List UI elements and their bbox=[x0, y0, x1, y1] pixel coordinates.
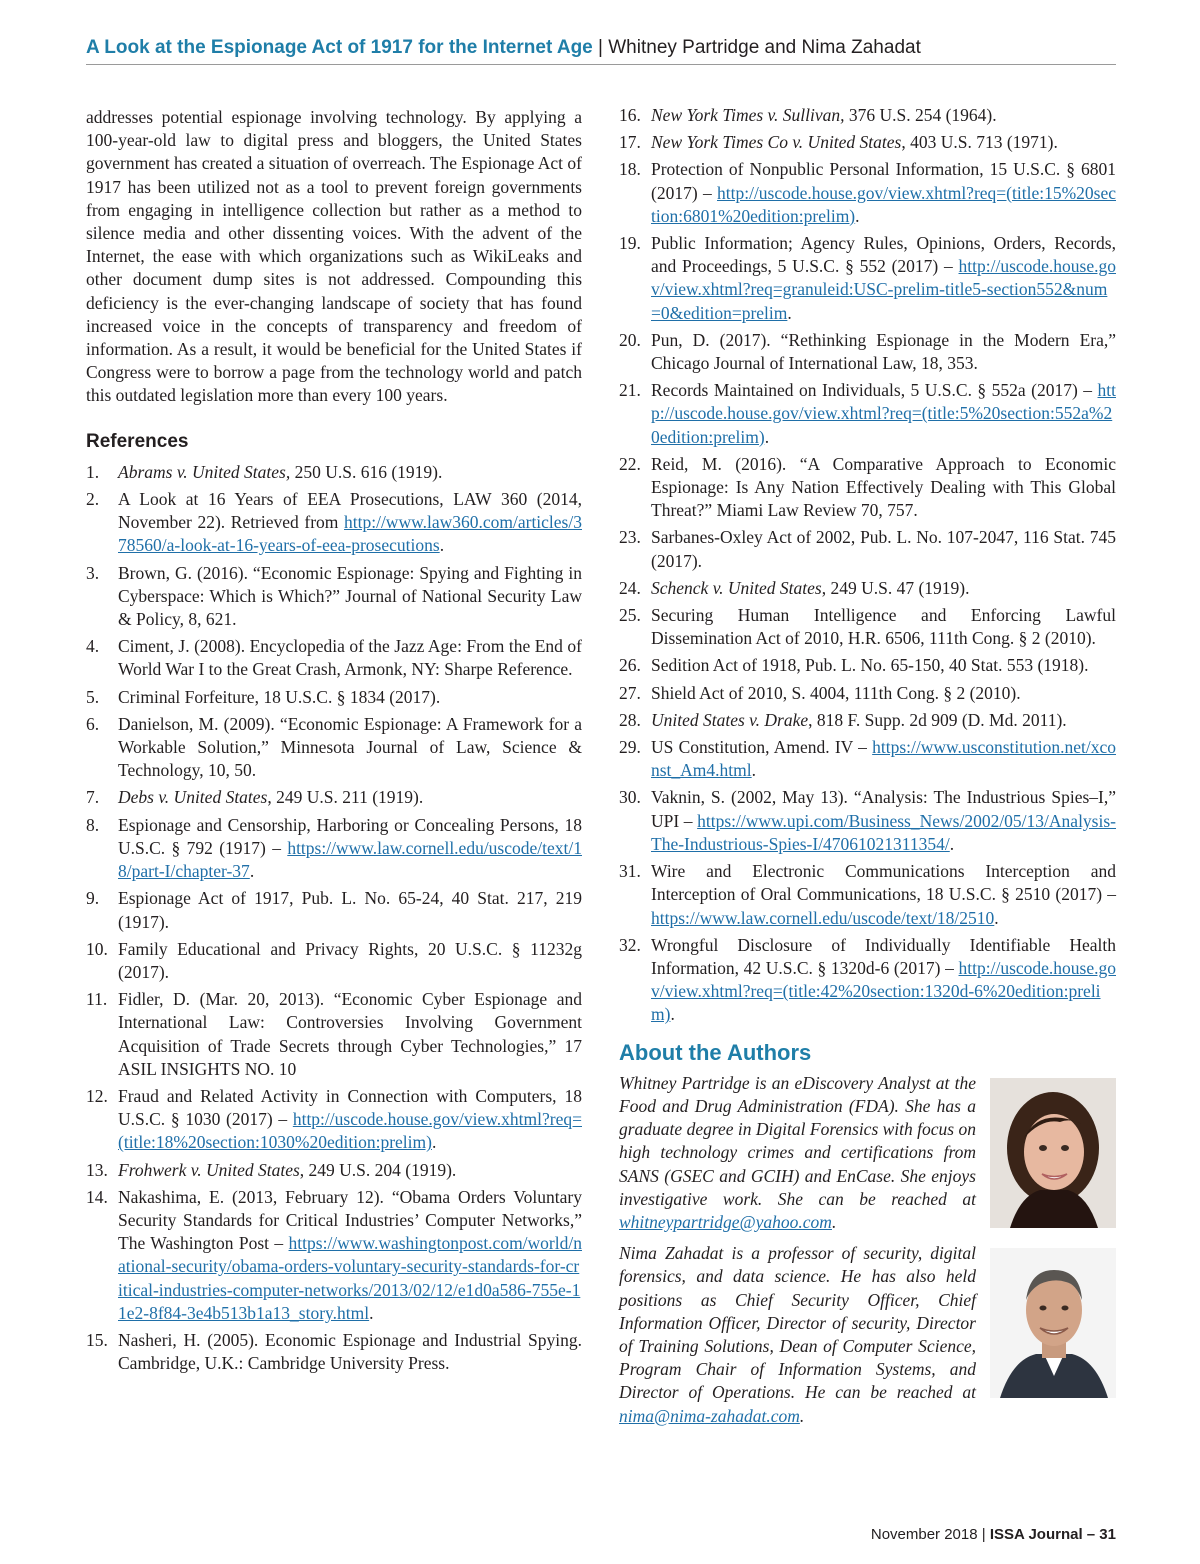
reference-text: , 818 F. Supp. 2d 909 (D. Md. 2011). bbox=[808, 709, 1067, 730]
reference-link[interactable]: https://www.washingtonpost.com/world/national-security/obama-orders-voluntary-security-standards-for-critical-industries-computer-networks/2013/02/12/e1d0a586-755e-11e2-8f84-3e4b513b1a13_story.html bbox=[118, 1233, 582, 1323]
reference-link[interactable]: http://uscode.house.gov/view.xhtml?req=(title:5%20section:552a%20edition:prelim) bbox=[651, 380, 1116, 447]
footer-journal: ISSA Journal – 31 bbox=[989, 1526, 1116, 1543]
author-bio-partridge: Whitney Partridge is an eDiscovery Analyst at the Food and Drug Administration (FDA). She has a graduate degree in Digital Forensics with focus on high technology crimes and certifications from SANS (GSEC and GCIH) and EnCase. She enjoys investigative work. She can be reached at whitneypartridge@yahoo.com. bbox=[619, 1072, 1116, 1234]
reference-link[interactable]: https://www.law.cornell.edu/uscode/text/18/part-I/chapter-37 bbox=[118, 837, 582, 882]
reference-number: 19. bbox=[619, 233, 641, 254]
reference-text: , 403 U.S. 713 (1971). bbox=[901, 132, 1058, 153]
reference-number: 18. bbox=[619, 159, 641, 180]
reference-text: Fidler, D. (Mar. 20, 2013). “Economic Cyber Espionage and International Law: Controversies Involving Government Acquisition of Trade Secrets through Cyber Technologies,” 17 ASIL INSIGHTS NO. 10 bbox=[118, 989, 582, 1079]
reference-item bbox=[619, 709, 1116, 732]
reference-number: 2. bbox=[86, 489, 100, 510]
reference-case-title: New York Times v. Sullivan, bbox=[651, 105, 845, 125]
reference-number: 14. bbox=[86, 1186, 108, 1207]
reference-text: Records Maintained on Individuals, 5 U.S.C. § 552a (2017) – bbox=[651, 380, 1098, 401]
reference-number: 6. bbox=[86, 713, 100, 734]
reference-text: A Look at 16 Years of EEA Prosecutions, LAW 360 (2014, November 22). Retrieved from bbox=[118, 489, 582, 533]
reference-text: Fraud and Related Activity in Connection with Computers, 18 U.S.C. § 1030 (2017) – bbox=[118, 1085, 582, 1130]
reference-item bbox=[86, 461, 582, 484]
reference-text: Danielson, M. (2009). “Economic Espionage: A Framework for a Workable Solution,” Minnesota Journal of Law, Science & Technology, 10, 50. bbox=[118, 713, 582, 781]
reference-text: Reid, M. (2016). “A Comparative Approach to Economic Espionage: Is Any Nation Effectively Dealing with This Global Threat?” Miami Law Review 70, 757. bbox=[651, 453, 1116, 521]
reference-text: , 249 U.S. 211 (1919). bbox=[267, 787, 424, 808]
reference-number: 4. bbox=[86, 636, 100, 657]
reference-item: 29. US Constitution, Amend. IV – https://www.usconstitution.net/xconst_Am4.html. bbox=[619, 737, 1116, 781]
reference-item: 21. Records Maintained on Individuals, 5 U.S.C. § 552a (2017) – http://uscode.house.gov/view.xhtml?req=(title:5%20section:552a%20edition:prelim). bbox=[619, 380, 1116, 447]
reference-item bbox=[86, 786, 582, 809]
reference-text: 250 U.S. 616 (1919). bbox=[290, 461, 443, 482]
reference-item: 31. Wire and Electronic Communications Interception and Interception of Oral Communications, 18 U.S.C. § 2510 (2017) – https://www.law.cornell.edu/uscode/text/18/2510. bbox=[619, 861, 1116, 928]
reference-text: Wrongful Disclosure of Individually Identifiable Health Information, 42 U.S.C. § 1320d-6 (2017) – bbox=[651, 934, 1116, 978]
left-column bbox=[86, 106, 582, 1379]
reference-text: , 249 U.S. 204 (1919). bbox=[299, 1159, 457, 1180]
right-column bbox=[619, 104, 1116, 1436]
reference-number: 12. bbox=[86, 1085, 108, 1106]
reference-number: 8. bbox=[86, 814, 100, 835]
reference-case-title: Schenck v. United States bbox=[651, 577, 822, 598]
reference-link[interactable]: http://uscode.house.gov/view.xhtml?req=granuleid:USC-prelim-title5-section552&num=0&edition=prelim bbox=[651, 256, 1116, 323]
reference-number: 1. bbox=[86, 461, 100, 482]
reference-text: Pun, D. (2017). “Rethinking Espionage in the Modern Era,” Chicago Journal of International Law, 18, 353. bbox=[651, 329, 1116, 374]
reference-text: Securing Human Intelligence and Enforcing Lawful Dissemination Act of 2010, H.R. 6506, 111th Cong. § 2 (2010). bbox=[651, 605, 1116, 649]
reference-item: 2. A Look at 16 Years of EEA Prosecutions, LAW 360 (2014, November 22). Retrieved from http://www.law360.com/articles/378560/a-look-at-16-years-of-eea-prosecutions. bbox=[86, 489, 582, 556]
footer-separator: | bbox=[977, 1526, 990, 1543]
reference-number: 10. bbox=[86, 938, 108, 959]
author-bio-text: Nima Zahadat is a professor of security, digital forensics, and data science. He has also held positions as Chief Security Officer, Chief Information Officer, Director of security, Director of Training Solutions, Dean of Computer Science, Program Chair of Information Systems, and Director of Operations. He can be reached at bbox=[619, 1243, 976, 1403]
reference-number: 28. bbox=[619, 709, 641, 730]
reference-link[interactable]: https://www.usconstitution.net/xconst_Am4.html bbox=[651, 737, 1116, 781]
references-list-right bbox=[619, 104, 1116, 1027]
reference-text: Brown, G. (2016). “Economic Espionage: Spying and Fighting in Cyberspace: Which is Which?” Journal of National Security Law & Policy, 8, 621. bbox=[118, 562, 582, 630]
reference-item bbox=[619, 577, 1116, 600]
reference-item bbox=[86, 988, 582, 1081]
reference-item: 32. Wrongful Disclosure of Individually Identifiable Health Information, 42 U.S.C. § 1320d-6 (2017) – http://uscode.house.gov/view.xhtml?req=(title:42%20section:1320d-6%20edition:prelim). bbox=[619, 934, 1116, 1025]
reference-text: US Constitution, Amend. IV – bbox=[651, 737, 873, 758]
author-email-link[interactable]: whitneypartridge@yahoo.com bbox=[619, 1211, 832, 1232]
reference-text: Nakashima, E. (2013, February 12). “Obama Orders Voluntary Security Standards for Critical Industries’ Computer Networks,” The Washington Post – bbox=[118, 1186, 582, 1254]
reference-link[interactable]: http://uscode.house.gov/view.xhtml?req=(title:15%20section:6801%20edition:prelim) bbox=[651, 182, 1116, 226]
reference-item: 12. Fraud and Related Activity in Connection with Computers, 18 U.S.C. § 1030 (2017) – http://uscode.house.gov/view.xhtml?req=(title:18%20section:1030%20edition:prelim). bbox=[86, 1085, 582, 1153]
reference-text: Ciment, J. (2008). Encyclopedia of the Jazz Age: From the End of World War I to the Great Crash, Armonk, NY: Sharpe Reference. bbox=[118, 636, 582, 680]
reference-case-title: Frohwerk v. United States bbox=[118, 1159, 300, 1180]
reference-number: 24. bbox=[619, 577, 641, 598]
header-divider bbox=[86, 64, 1116, 65]
reference-link[interactable]: https://www.law.cornell.edu/uscode/text/18/2510 bbox=[651, 907, 995, 928]
page-footer bbox=[871, 1526, 1116, 1543]
reference-number: 5. bbox=[86, 686, 100, 707]
reference-case-title: Debs v. United States bbox=[118, 787, 268, 808]
reference-number: 29. bbox=[619, 737, 641, 758]
reference-case-title: United States v. Drake bbox=[651, 709, 809, 730]
reference-item bbox=[86, 1329, 582, 1375]
reference-item: 8. Espionage and Censorship, Harboring or Concealing Persons, 18 U.S.C. § 792 (1917) – https://www.law.cornell.edu/uscode/text/18/part-I/chapter-37. bbox=[86, 814, 582, 882]
reference-number: 13. bbox=[86, 1159, 108, 1180]
reference-text: Family Educational and Privacy Rights, 20 U.S.C. § 11232g (2017). bbox=[118, 938, 582, 982]
header-authors: Whitney Partridge and Nima Zahadat bbox=[608, 37, 921, 58]
reference-text: Protection of Nonpublic Personal Information, 15 U.S.C. § 6801 (2017) – bbox=[651, 159, 1116, 203]
header-separator: | bbox=[592, 37, 609, 58]
reference-number: 15. bbox=[86, 1329, 108, 1350]
woman-portrait-photo bbox=[990, 1078, 1116, 1228]
reference-item: 14. Nakashima, E. (2013, February 12). “Obama Orders Voluntary Security Standards for Critical Industries’ Computer Networks,” The Washington Post – https://www.washingtonpost.com/world/national-security/obama-orders-voluntary-security-standards-for-critical-industries-computer-networks/2013/02/12/e1d0a586-755e-11e2-8f84-3e4b513b1a13_story.html. bbox=[86, 1186, 582, 1323]
reference-text: Espionage Act of 1917, Pub. L. No. 65-24, 40 Stat. 217, 219 (1917). bbox=[118, 888, 582, 932]
reference-number: 17. bbox=[619, 132, 641, 153]
reference-text: Vaknin, S. (2002, May 13). “Analysis: The Industrious Spies–I,” UPI – bbox=[651, 787, 1116, 831]
reference-text: Espionage and Censorship, Harboring or Concealing Persons, 18 U.S.C. § 792 (1917) – bbox=[118, 814, 582, 858]
reference-item bbox=[86, 562, 582, 632]
reference-case-title: New York Times Co v. United States bbox=[651, 132, 902, 153]
reference-number: 21. bbox=[619, 380, 641, 401]
reference-text: , 249 U.S. 47 (1919). bbox=[821, 577, 970, 598]
reference-number: 11. bbox=[86, 989, 108, 1010]
reference-link[interactable]: http://uscode.house.gov/view.xhtml?req=(title:18%20section:1030%20edition:prelim) bbox=[118, 1109, 582, 1153]
reference-text: Nasheri, H. (2005). Economic Espionage and Industrial Spying. Cambridge, U.K.: Cambridge University Press. bbox=[118, 1329, 582, 1374]
reference-number: 25. bbox=[619, 605, 641, 626]
reference-item bbox=[86, 686, 582, 709]
reference-item bbox=[86, 1159, 582, 1182]
author-email-link[interactable]: nima@nima-zahadat.com bbox=[619, 1405, 800, 1426]
reference-text: Sarbanes-Oxley Act of 2002, Pub. L. No. 107-2047, 116 Stat. 745 (2017). bbox=[651, 527, 1116, 571]
reference-text: Criminal Forfeiture, 18 U.S.C. § 1834 (2017). bbox=[118, 686, 441, 707]
reference-number: 30. bbox=[619, 787, 641, 808]
author-bio-zahadat: Nima Zahadat is a professor of security, digital forensics, and data science. He has also held positions as Chief Security Officer, Chief Information Officer, Director of security, Director of Training Solutions, Dean of Computer Science, Program Chair of Information Systems, and Director of Operations. He can be reached at nima@nima-zahadat.com. bbox=[619, 1242, 1116, 1428]
reference-item bbox=[86, 938, 582, 984]
references-list-left bbox=[86, 461, 582, 1376]
reference-text: Shield Act of 2010, S. 4004, 111th Cong. § 2 (2010). bbox=[651, 682, 1021, 703]
reference-number: 22. bbox=[619, 453, 641, 474]
reference-number: 23. bbox=[619, 527, 641, 548]
reference-item bbox=[619, 453, 1116, 523]
reference-item bbox=[619, 104, 1116, 127]
reference-number: 16. bbox=[619, 105, 641, 125]
man-portrait-photo bbox=[990, 1248, 1116, 1398]
intro-paragraph: addresses potential espionage involving technology. By applying a 100-year-old law to digital press and bloggers, the United States government has created a situation of overreach. The Espionage Act of 1917 has been utilized not as a tool to prevent foreign governments from engaging in intelligence collection but rather as a method to silence media and other dissenting voices. With the advent of the Internet, the ease with which organizations such as WikiLeaks and other document dump sites is not addressed. Compounding this deficiency is the ever-changing landscape of society that has found increased voice in the concepts of transparency and freedom of information. As a result, it would be beneficial for the United States if Congress were to borrow a page from the technology world and patch this outdated legislation more than every 100 years. bbox=[86, 107, 582, 406]
reference-item bbox=[619, 654, 1116, 677]
running-header bbox=[86, 36, 1116, 60]
reference-text: Sedition Act of 1918, Pub. L. No. 65-150, 40 Stat. 553 (1918). bbox=[651, 655, 1089, 676]
reference-item: 30. Vaknin, S. (2002, May 13). “Analysis: The Industrious Spies–I,” UPI – https://www.upi.com/Business_News/2002/05/13/Analysis-The-Industrious-Spies-I/47061021311354/. bbox=[619, 787, 1116, 854]
reference-number: 20. bbox=[619, 329, 641, 350]
reference-item bbox=[619, 329, 1116, 375]
reference-link[interactable]: https://www.upi.com/Business_News/2002/05/13/Analysis-The-Industrious-Spies-I/47061021311354/ bbox=[651, 810, 1116, 854]
reference-link[interactable]: http://uscode.house.gov/view.xhtml?req=(title:42%20section:1320d-6%20edition:prelim) bbox=[651, 957, 1116, 1025]
reference-case-title: Abrams v. United States, bbox=[118, 461, 291, 482]
article-title: A Look at the Espionage Act of 1917 for the Internet Age bbox=[86, 37, 593, 58]
reference-item bbox=[619, 131, 1116, 154]
reference-item bbox=[86, 887, 582, 933]
reference-number: 3. bbox=[86, 562, 100, 583]
reference-link[interactable]: http://www.law360.com/articles/378560/a-look-at-16-years-of-eea-prosecutions bbox=[118, 512, 582, 556]
reference-text: Public Information; Agency Rules, Opinions, Orders, Records, and Proceedings, 5 U.S.C. § 552 (2017) – bbox=[651, 233, 1116, 277]
reference-text: 376 U.S. 254 (1964). bbox=[844, 105, 997, 125]
references-heading: References bbox=[86, 430, 189, 452]
reference-number: 32. bbox=[619, 934, 641, 955]
reference-item bbox=[619, 604, 1116, 650]
reference-item: 19. Public Information; Agency Rules, Opinions, Orders, Records, and Proceedings, 5 U.S.C. § 552 (2017) – http://uscode.house.gov/view.xhtml?req=granuleid:USC-prelim-title5-section552&num=0&edition=prelim. bbox=[619, 233, 1116, 323]
reference-number: 27. bbox=[619, 682, 641, 703]
author-bio-text: Whitney Partridge is an eDiscovery Analyst at the Food and Drug Administration (FDA). She has a graduate degree in Digital Forensics with focus on high technology crimes and certifications from SANS (GSEC and GCIH) and EnCase. She enjoys investigative work. She can be reached at bbox=[619, 1072, 976, 1209]
reference-item bbox=[619, 682, 1116, 705]
reference-number: 31. bbox=[619, 861, 641, 882]
reference-text: Wire and Electronic Communications Interception and Interception of Oral Communications, 18 U.S.C. § 2510 (2017) – bbox=[651, 861, 1116, 905]
reference-item bbox=[619, 526, 1116, 572]
about-authors-heading: About the Authors bbox=[619, 1039, 812, 1065]
reference-item bbox=[86, 713, 582, 783]
reference-number: 26. bbox=[619, 655, 641, 676]
reference-number: 9. bbox=[86, 888, 100, 909]
reference-number: 7. bbox=[86, 787, 100, 808]
reference-item bbox=[86, 635, 582, 681]
footer-date: November 2018 bbox=[870, 1526, 978, 1543]
reference-item: 18. Protection of Nonpublic Personal Information, 15 U.S.C. § 6801 (2017) – http://uscode.house.gov/view.xhtml?req=(title:15%20section:6801%20edition:prelim). bbox=[619, 159, 1116, 226]
